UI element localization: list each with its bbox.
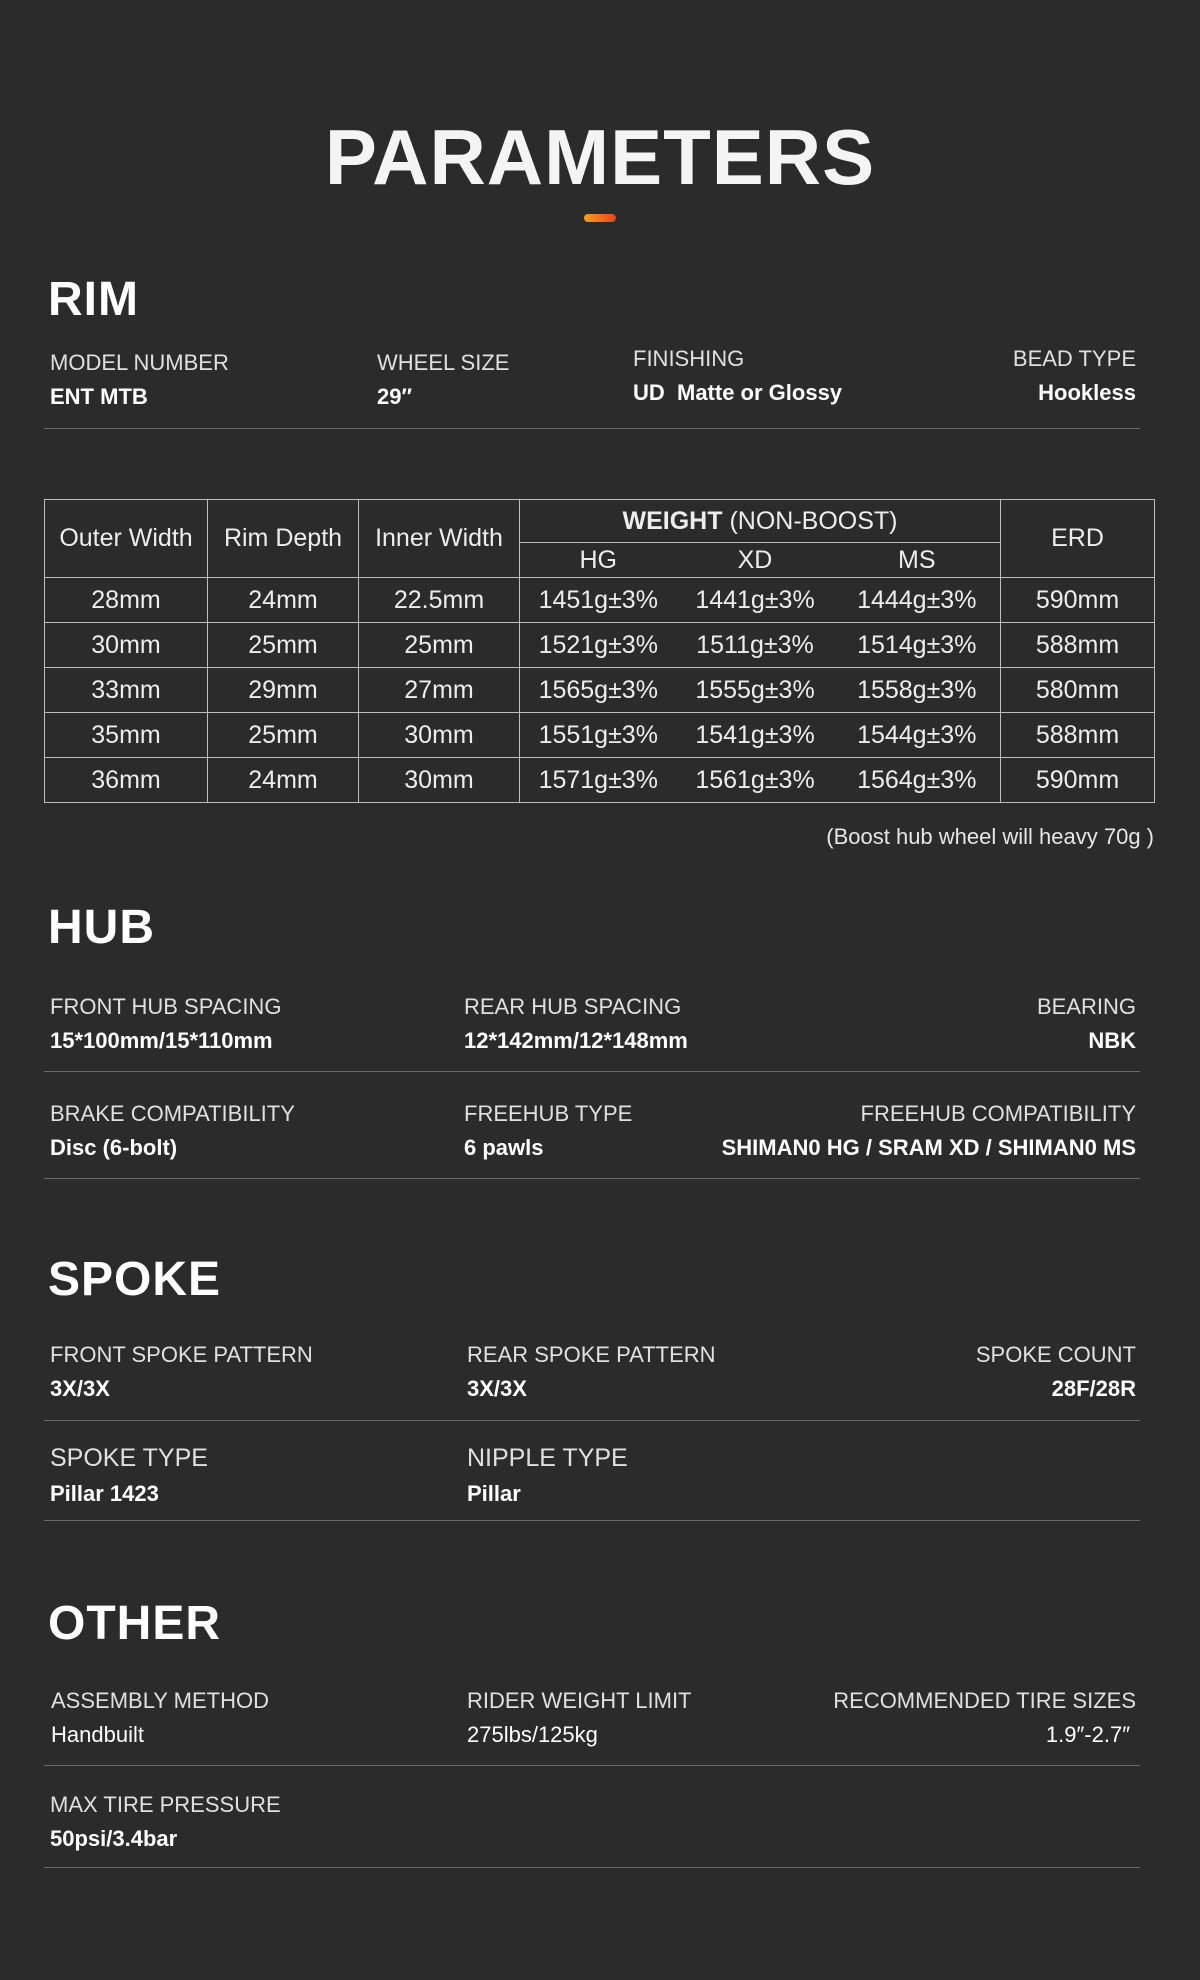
- table-cell: 1521g±3%: [520, 623, 677, 668]
- model-number-value: ENT MTB: [50, 384, 148, 409]
- rim-info-row: [44, 346, 1140, 429]
- bearing-label: BEARING: [1036, 994, 1136, 1019]
- title-accent-bar: [584, 214, 616, 222]
- freehub-compatibility-field: [722, 1101, 1136, 1161]
- rim-section-title: RIM: [48, 273, 139, 326]
- table-row: [45, 578, 1155, 623]
- table-cell: 30mm: [359, 758, 520, 803]
- spoke-type-field: [50, 1444, 208, 1507]
- table-cell: 590mm: [1001, 578, 1155, 623]
- recommended-tire-sizes-label: RECOMMENDED TIRE SIZES: [833, 1688, 1136, 1713]
- table-cell: 1551g±3%: [520, 713, 677, 758]
- boost-hub-note: (Boost hub wheel will heavy 70g ): [826, 824, 1154, 849]
- rear-hub-spacing-field: [464, 994, 688, 1054]
- front-spoke-pattern-label: FRONT SPOKE PATTERN: [50, 1342, 313, 1367]
- assembly-method-value: Handbuilt: [51, 1722, 144, 1747]
- table-cell: 1544g±3%: [834, 713, 1001, 758]
- brake-compatibility-value: Disc (6-bolt): [50, 1135, 178, 1160]
- table-cell: 29mm: [208, 668, 359, 713]
- table-cell: 1571g±3%: [520, 758, 677, 803]
- table-cell: 1441g±3%: [677, 578, 834, 623]
- hg-header: HG: [520, 543, 677, 578]
- table-cell: 1451g±3%: [520, 578, 677, 623]
- table-cell: 1564g±3%: [834, 758, 1001, 803]
- wheel-size-field: [377, 350, 509, 410]
- nipple-type-value: Pillar: [467, 1481, 521, 1506]
- freehub-type-field: [464, 1101, 632, 1161]
- recommended-tire-sizes-field: [833, 1688, 1136, 1748]
- rider-weight-limit-label: RIDER WEIGHT LIMIT: [467, 1688, 692, 1713]
- spoke-type-value: Pillar 1423: [50, 1481, 159, 1506]
- rim-depth-header: Rim Depth: [208, 500, 359, 578]
- table-cell: 22.5mm: [359, 578, 520, 623]
- front-hub-spacing-label: FRONT HUB SPACING: [50, 994, 282, 1019]
- bead-type-value: Hookless: [1038, 380, 1136, 405]
- rear-spoke-pattern-field: [467, 1342, 716, 1402]
- freehub-type-value: 6 pawls: [464, 1135, 544, 1160]
- hub-info-row-2: [44, 1101, 1140, 1179]
- spoke-count-value: 28F/28R: [1051, 1376, 1136, 1401]
- wheel-size-label: WHEEL SIZE: [377, 350, 510, 375]
- recommended-tire-sizes-value: 1.9″-2.7″: [1045, 1722, 1130, 1747]
- table-cell: 36mm: [45, 758, 208, 803]
- nipple-type-label: NIPPLE TYPE: [467, 1444, 628, 1472]
- weight-header-main: WEIGHT: [622, 506, 723, 535]
- front-hub-spacing-value: 15*100mm/15*110mm: [50, 1028, 273, 1053]
- table-cell: 25mm: [208, 713, 359, 758]
- bead-type-label: BEAD TYPE: [1012, 346, 1136, 371]
- table-cell: 1558g±3%: [834, 668, 1001, 713]
- rider-weight-limit-field: [467, 1688, 692, 1748]
- rear-hub-spacing-value: 12*142mm/12*148mm: [464, 1028, 688, 1053]
- other-info-row-1: [44, 1688, 1140, 1766]
- table-row: [45, 713, 1155, 758]
- model-number-label: MODEL NUMBER: [50, 350, 229, 375]
- front-spoke-pattern-value: 3X/3X: [50, 1376, 110, 1401]
- spoke-info-row-1: [44, 1342, 1140, 1421]
- spoke-info-row-2: [44, 1444, 1140, 1521]
- rear-spoke-pattern-value: 3X/3X: [467, 1376, 527, 1401]
- table-cell: 28mm: [45, 578, 208, 623]
- assembly-method-field: [51, 1688, 269, 1748]
- xd-header: XD: [677, 543, 834, 578]
- table-cell: 1565g±3%: [520, 668, 677, 713]
- spoke-type-label: SPOKE TYPE: [50, 1444, 208, 1472]
- bead-type-field: [1013, 346, 1136, 406]
- page-title: PARAMETERS: [324, 113, 876, 201]
- ms-header: MS: [834, 543, 1001, 578]
- table-cell: 588mm: [1001, 713, 1155, 758]
- table-row: [45, 623, 1155, 668]
- table-cell: 24mm: [208, 758, 359, 803]
- max-tire-pressure-value: 50psi/3.4bar: [50, 1826, 178, 1851]
- freehub-type-label: FREEHUB TYPE: [464, 1101, 633, 1126]
- brake-compatibility-label: BRAKE COMPATIBILITY: [50, 1101, 295, 1126]
- table-cell: 30mm: [45, 623, 208, 668]
- max-tire-pressure-label: MAX TIRE PRESSURE: [50, 1792, 281, 1817]
- hub-info-row-1: [44, 994, 1140, 1072]
- spoke-section-title: SPOKE: [48, 1253, 222, 1306]
- finishing-field: [633, 346, 842, 406]
- table-cell: 1444g±3%: [834, 578, 1001, 623]
- finishing-label: FINISHING: [633, 346, 745, 371]
- table-cell: 30mm: [359, 713, 520, 758]
- other-section-title: OTHER: [48, 1597, 221, 1650]
- spoke-count-label: SPOKE COUNT: [975, 1342, 1136, 1367]
- rear-spoke-pattern-label: REAR SPOKE PATTERN: [467, 1342, 716, 1367]
- finishing-value: UD Matte or Glossy: [633, 380, 843, 405]
- table-cell: 588mm: [1001, 623, 1155, 668]
- nipple-type-field: [467, 1444, 628, 1507]
- hub-section-title: HUB: [48, 901, 155, 954]
- front-hub-spacing-field: [50, 994, 281, 1054]
- max-tire-pressure-field: [50, 1792, 281, 1852]
- rear-hub-spacing-label: REAR HUB SPACING: [464, 994, 682, 1019]
- table-row: [45, 668, 1155, 713]
- table-cell: 590mm: [1001, 758, 1155, 803]
- weight-header-sub: (NON-BOOST): [729, 506, 898, 535]
- table-cell: 25mm: [208, 623, 359, 668]
- freehub-compatibility-label: FREEHUB COMPATIBILITY: [860, 1101, 1136, 1126]
- table-cell: 1561g±3%: [677, 758, 834, 803]
- rim-spec-table: [44, 499, 1155, 803]
- table-cell: 35mm: [45, 713, 208, 758]
- freehub-compatibility-value: SHIMAN0 HG / SRAM XD / SHIMAN0 MS: [721, 1135, 1136, 1160]
- bearing-value: NBK: [1088, 1028, 1136, 1053]
- table-cell: 1541g±3%: [677, 713, 834, 758]
- rider-weight-limit-value: 275lbs/125kg: [467, 1722, 598, 1747]
- table-cell: 33mm: [45, 668, 208, 713]
- table-cell: 24mm: [208, 578, 359, 623]
- table-row: [45, 758, 1155, 803]
- table-cell: 1514g±3%: [834, 623, 1001, 668]
- table-cell: 1555g±3%: [677, 668, 834, 713]
- spoke-count-field: [976, 1342, 1136, 1402]
- outer-width-header: Outer Width: [45, 500, 208, 578]
- table-cell: 1511g±3%: [677, 623, 834, 668]
- front-spoke-pattern-field: [50, 1342, 313, 1402]
- model-number-field: [50, 350, 229, 410]
- erd-header: ERD: [1001, 500, 1155, 578]
- table-cell: 580mm: [1001, 668, 1155, 713]
- table-cell: 27mm: [359, 668, 520, 713]
- table-cell: 25mm: [359, 623, 520, 668]
- inner-width-header: Inner Width: [359, 500, 520, 578]
- other-info-row-2: [44, 1792, 1140, 1868]
- weight-header: [520, 500, 1001, 543]
- brake-compatibility-field: [50, 1101, 295, 1161]
- assembly-method-label: ASSEMBLY METHOD: [51, 1688, 270, 1713]
- wheel-size-value: 29″: [377, 384, 413, 409]
- bearing-field: [1037, 994, 1136, 1054]
